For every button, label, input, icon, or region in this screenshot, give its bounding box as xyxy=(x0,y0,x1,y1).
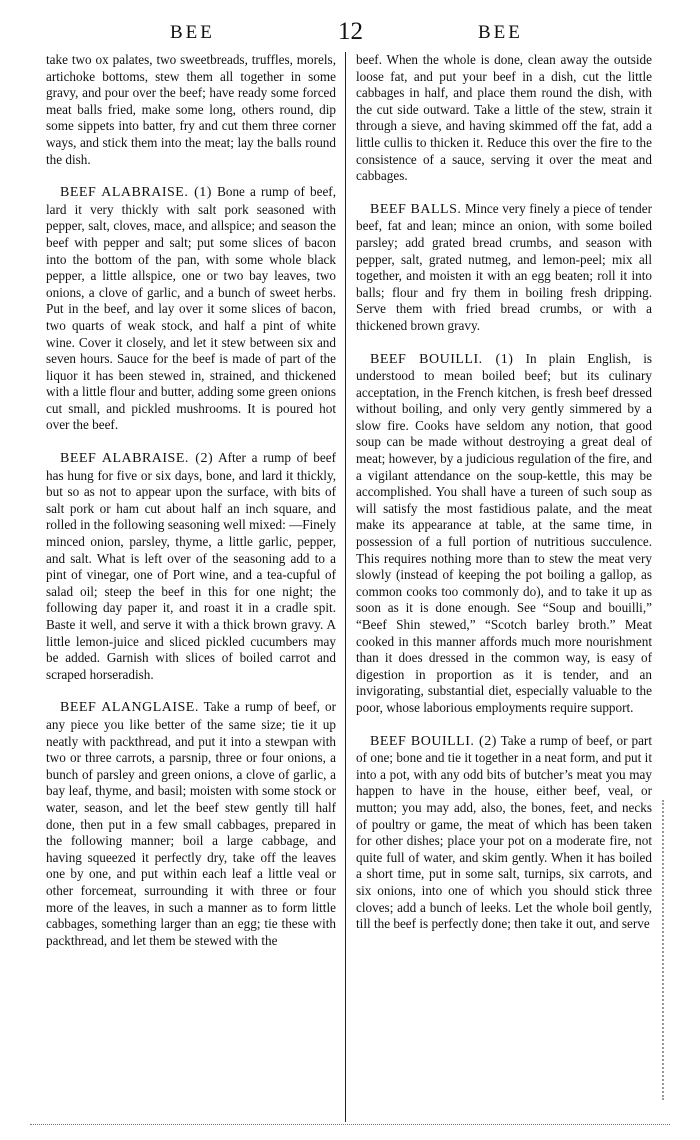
recipe-title: BEEF ALABRAISE. (1) xyxy=(60,185,212,201)
recipe-text: Take a rump of beef, or any piece you like better of the same size; tie it up neatly with packthread, and put it into a stewpan with two or three carrots, a parsnip, three or four onions, a bunch of parsley and green onions, a clove of garlic, a bay leaf, thyme, and basil; moisten with some stock or water, season, and let the beef stew gently till half done, then put in a few small cabbages, prepared in the following manner; boil a large cabbage, and having squeezed it perfectly dry, take off the leaves one by one, and put within each leaf a little veal or other forcemeat, surrounding it with three or four more of the leaves, in such a manner as to form little cabbages, something larger than an egg; tie these with packthread, and let them be stewed with the xyxy=(46,699,336,948)
recipe-text: Mince very finely a piece of tender beef, fat and lean; mince an onion, with some boiled parsley; add grated bread crumbs, and season with pepper, salt, grated nutmeg, and lemon-peel; mix all together, and moisten it with an egg beaten; roll it into balls; flour and fry them in boiling fresh dripping. Serve them with fried bread crumbs, or with a thickened brown gravy. xyxy=(356,200,652,333)
scan-margin-noise xyxy=(662,800,672,1100)
recipe-title: BEEF BOUILLI. (1) xyxy=(370,351,514,367)
recipe-title: BEEF ALABRAISE. (2) xyxy=(60,451,214,467)
recipe-text: In plain English, is understood to mean boiled beef; but its culinary acceptation, in the French kitchen, is fresh beef dressed without boiling, and only very gently simmered by a slow fire. Cooks have seldom any notion, that good soup can be made without destroying a great deal of meat; however, by a judicious regulation of the fire, and a vigilant attendance on the soup-kettle, this may be accomplished. You shall have a tureen of such soup as will satisfy the most fastidious palate, and the meat make its appearance at table, at the same time, in possession of a full portion of nutritious succulence. This requires nothing more than to stew the meat very slowly (instead of keeping the pot boiling a gallop, as common cooks too commonly do), and to take it up as soon as it is done enough. See “Soup and bouilli,” “Beef Shin stewed,” “Scotch barley broth.” Meat cooked in this manner affords much more nourishment than it does dressed in the common way, is easy of digestion in proportion as it is tender, and an invigorating, substantial diet, especially valuable to the poor, whose laborious employments require support. xyxy=(356,350,652,715)
recipe-text: After a rump of beef has hung for five or six days, bone, and lard it thickly, but so as not to appear upon the surface, with bits of salt pork or ham cut about half an inch square, and rolled in the following seasoning well mixed: —Finely minced onion, parsley, thyme, a little garlic, pepper, and salt. What is left over of the seasoning add to a pint of vinegar, one of Port wine, and a tea-cupful of salad oil; steep the beef in this for one night; the following day paper it, and roast it in a cradle spit. Baste it well, and serve it with a thick brown gravy. A little lemon-juice and sliced pickled cucumbers may be added. Garnish with slices of boiled carrot and scraped horseradish. xyxy=(46,450,336,682)
right-column xyxy=(356,52,652,1122)
header-right-word: BEE xyxy=(478,22,523,43)
recipe-entry xyxy=(46,699,336,949)
header-left-word: BEE xyxy=(170,22,215,43)
running-header xyxy=(0,16,700,50)
recipe-entry xyxy=(356,351,652,717)
recipe-title: BEEF BALLS. xyxy=(370,201,462,217)
recipe-entry xyxy=(46,184,336,434)
left-column xyxy=(46,52,336,1092)
column-divider xyxy=(345,52,346,1122)
recipe-entry xyxy=(46,450,336,683)
scan-edge-noise xyxy=(30,1124,670,1135)
recipe-entry xyxy=(356,201,652,335)
recipe-title: BEEF BOUILLI. (2) xyxy=(370,733,497,749)
recipe-entry xyxy=(356,733,652,933)
recipe-text: Bone a rump of beef, lard it very thickly with salt pork seasoned with pepper, salt, cloves, mace, and allspice; and season the beef with pepper and salt; put some slices of bacon into the bottom of the pan, with some whole black pepper, a little allspice, one or two bay leaves, two onions, a clove of garlic, and a bunch of sweet herbs. Put in the beef, and lay over it some slices of bacon, two quarts of weak stock, and half a pint of white wine. Cover it closely, and let it stew between six and seven hours. Sauce for the beef is made of part of the liquor it has been stewed in, strained, and thickened with a little flour and butter, adding some green onions cut small, and pickled mushrooms. It is poured hot over the beef. xyxy=(46,184,336,433)
continued-text: beef. When the whole is done, clean away the outside loose fat, and put your beef in a dish, cut the little cabbages in half, and place them round the dish, with the cut side outward. Take a little of the stew, strain it through a sieve, and having skimmed off the fat, add a little cullis to thicken it. Reduce this over the fire to the consistence of a sauce, serving it over the meat and cabbages. xyxy=(356,52,652,184)
continued-text: take two ox palates, two sweetbreads, truffles, morels, artichoke bottoms, stew them all together in some gravy, and pour over the beef; have ready some forced meat balls fried, make some long, others round, dip some sippets into batter, fry and cut them three corner ways, and stick them into the meat; lay the balls round the dish. xyxy=(46,52,336,167)
recipe-title: BEEF ALANGLAISE. xyxy=(60,700,199,716)
recipe-text: Take a rump of beef, or part of one; bone and tie it together in a neat form, and put it into a pot, with any odd bits of butcher’s meat you may happen to have in the house, either beef, veal, or mutton; you may add, also, the bones, feet, and necks of poultry or game, the meat of which has been taken for other dishes; place your pot on a moderate fire, not quite full of water, and skim gently. When it has boiled a short time, put in some salt, turnips, six carrots, and six onions, into one of which you should stick three cloves; add a bunch of leeks. Let the whole boil gently, till the beef is perfectly done; then take it out, and serve xyxy=(356,732,652,932)
page-number: 12 xyxy=(338,18,363,45)
